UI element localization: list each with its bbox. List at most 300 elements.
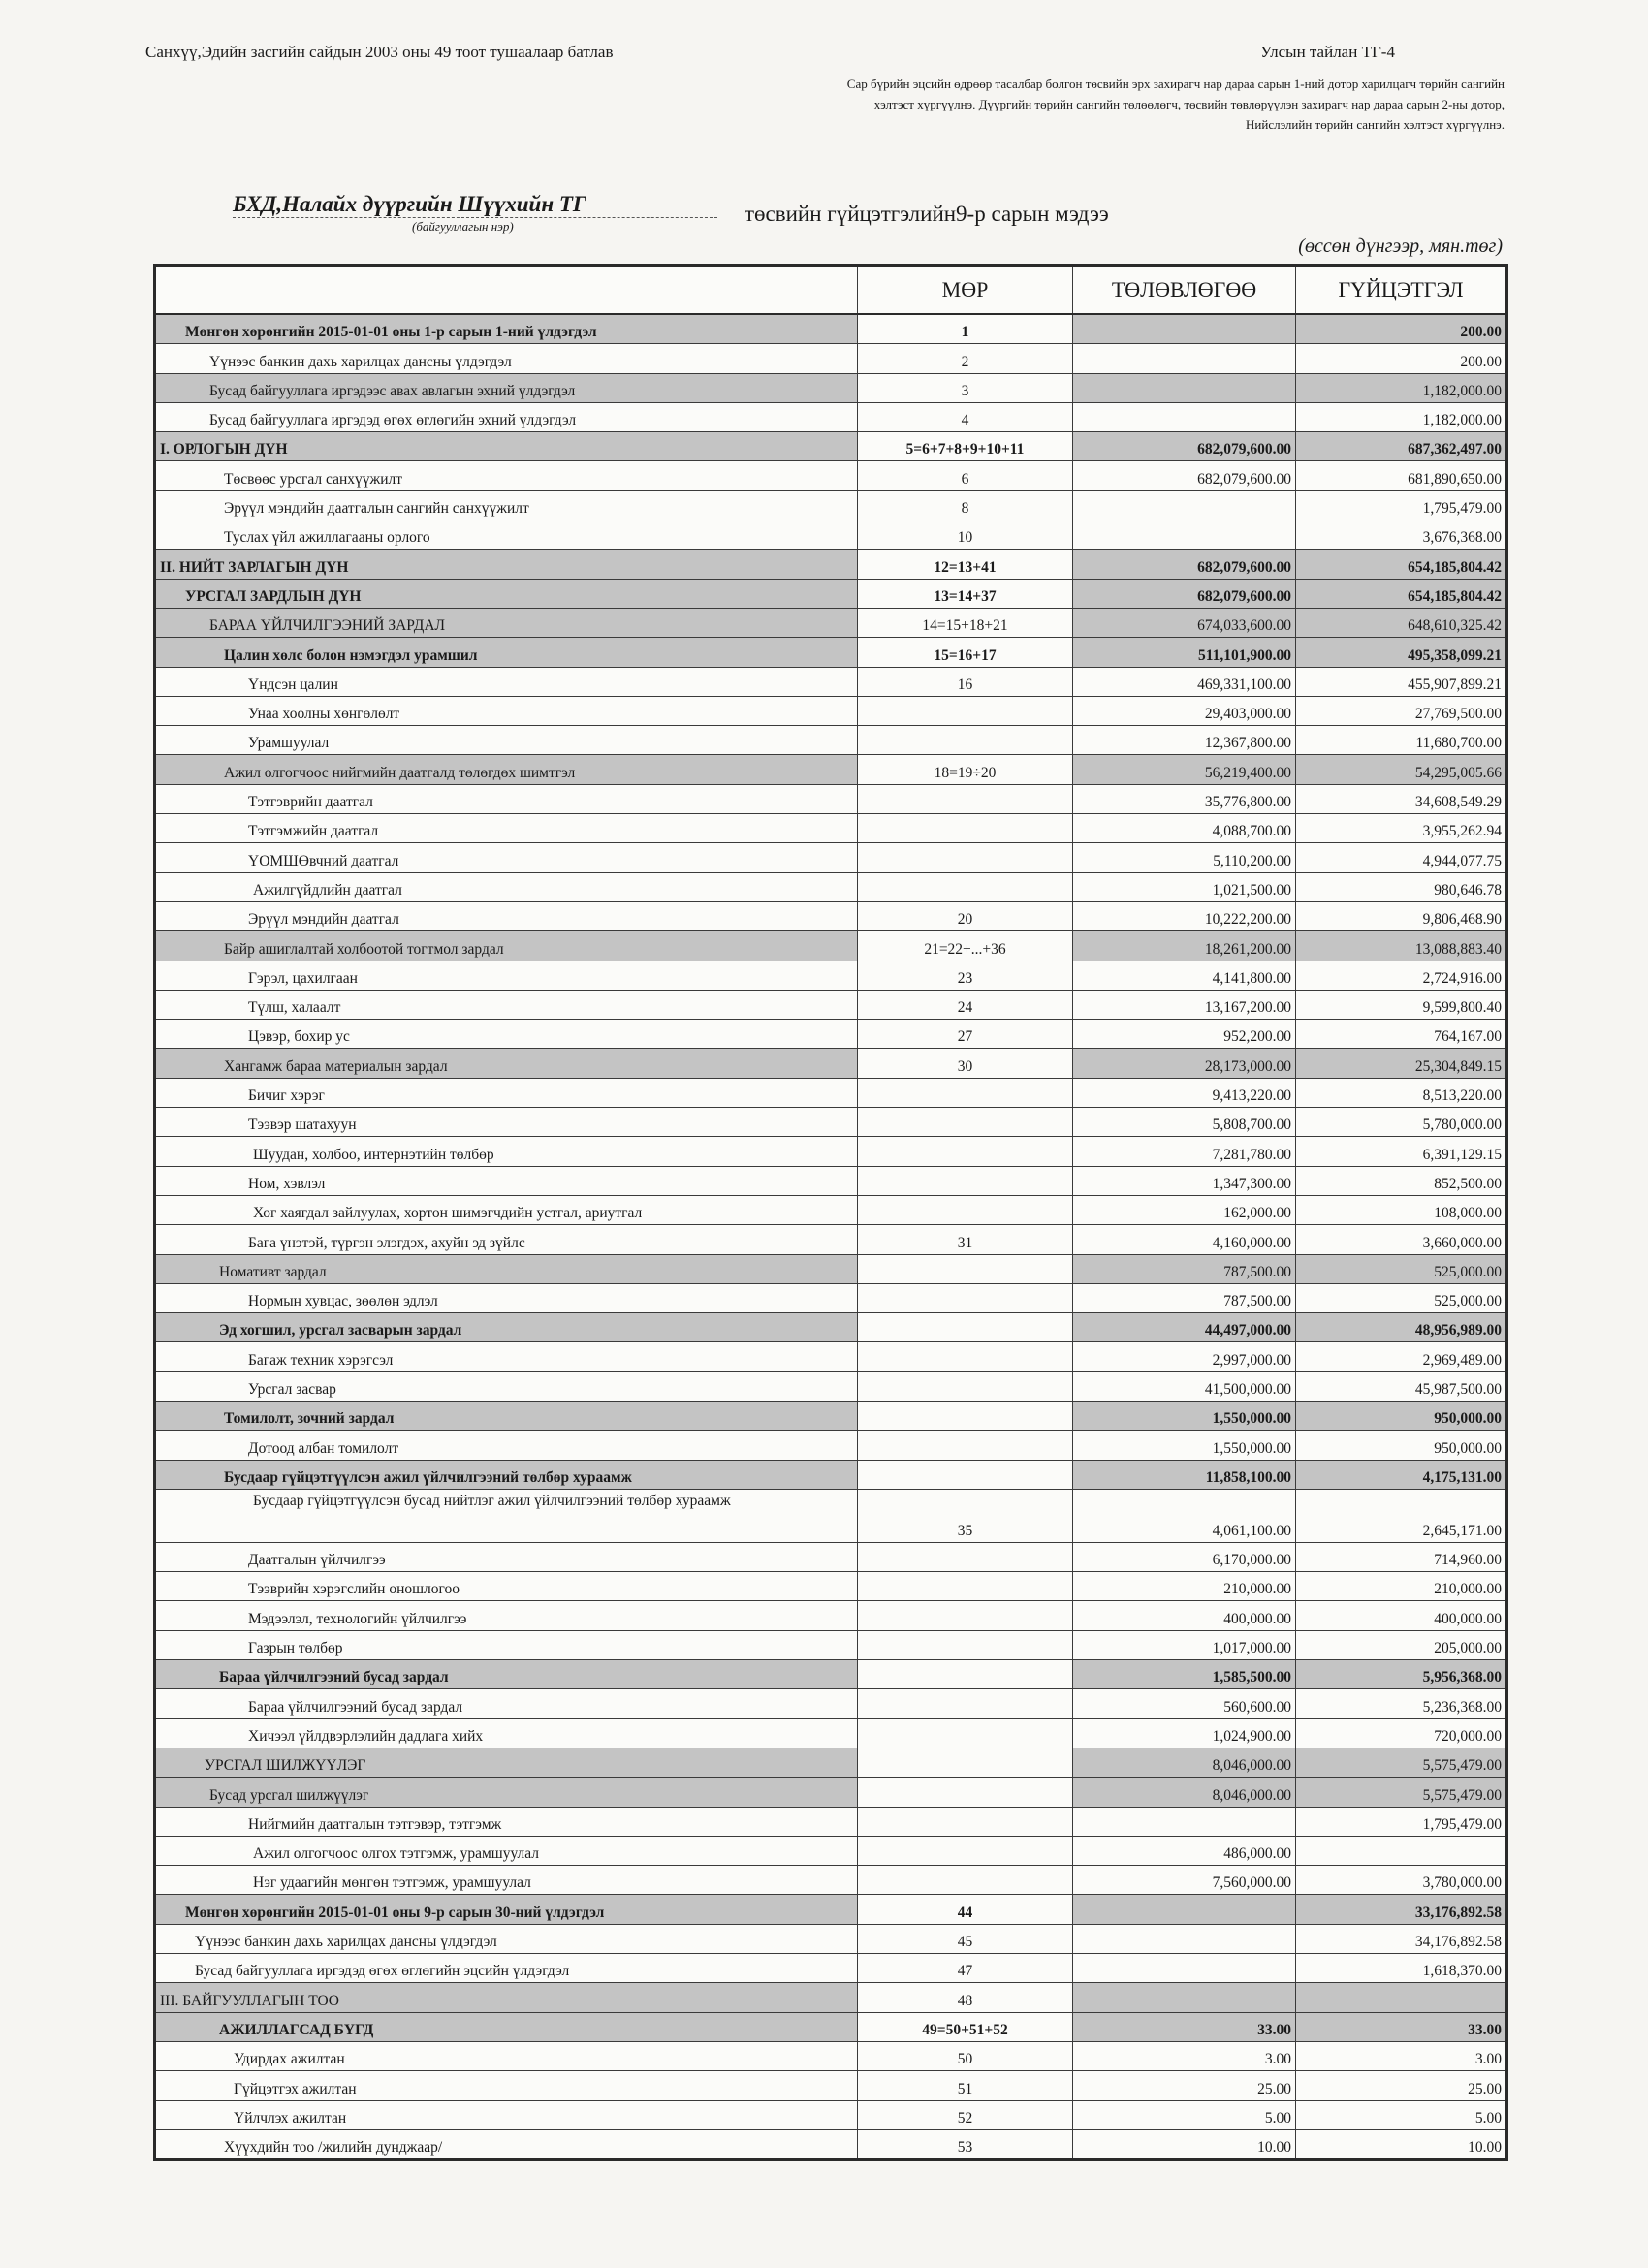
row-plan-value: 11,858,100.00: [1073, 1461, 1296, 1489]
row-code: [858, 726, 1073, 754]
row-label: Тэтгэврийн даатгал: [156, 785, 858, 813]
row-actual-value: 648,610,325.42: [1296, 609, 1505, 637]
row-actual-value: 5,575,479.00: [1296, 1748, 1505, 1777]
row-actual-value: 525,000.00: [1296, 1255, 1505, 1283]
row-label: Бусад урсгал шилжүүлэг: [156, 1778, 858, 1806]
row-code: 31: [858, 1225, 1073, 1253]
organization-caption: (байгууллагын нэр): [412, 219, 514, 234]
row-plan-value: [1073, 1954, 1296, 1982]
row-plan-value: 35,776,800.00: [1073, 785, 1296, 813]
table-row: [156, 1748, 1505, 1778]
budget-table: [153, 264, 1508, 2161]
row-code: [858, 873, 1073, 901]
row-label: Хүүхдийн тоо /жилийн дунджаар/: [156, 2130, 858, 2158]
row-plan-value: [1073, 1895, 1296, 1923]
row-code: 10: [858, 520, 1073, 549]
row-label: Мэдээлэл, технологийн үйлчилгээ: [156, 1601, 858, 1629]
row-code: 45: [858, 1925, 1073, 1953]
row-code: [858, 1313, 1073, 1341]
row-plan-value: 4,088,700.00: [1073, 814, 1296, 842]
table-row: [156, 344, 1505, 373]
row-actual-value: 4,175,131.00: [1296, 1461, 1505, 1489]
row-plan-value: 33.00: [1073, 2013, 1296, 2041]
row-label: Байр ашиглалтай холбоотой тогтмол зардал: [156, 931, 858, 960]
table-row: [156, 315, 1505, 344]
row-label: Бусдаар гүйцэтгүүлсэн бусад нийтлэг ажил үйлчилгээний төлбөр хураамж: [156, 1490, 858, 1542]
row-label: Бага үнэтэй, түргэн элэгдэх, ахуйн эд зүйлс: [156, 1225, 858, 1253]
row-code: 23: [858, 961, 1073, 990]
table-row: [156, 2101, 1505, 2130]
row-code: [858, 1431, 1073, 1459]
row-actual-value: 1,795,479.00: [1422, 1815, 1502, 1833]
row-plan-value: [1073, 520, 1296, 549]
row-plan-value: 787,500.00: [1073, 1284, 1296, 1312]
table-row: [156, 609, 1505, 638]
table-row: [156, 1689, 1505, 1718]
row-actual-value: 5.00: [1474, 2109, 1502, 2126]
row-code: [858, 785, 1073, 813]
row-label: ҮОМШӨвчний даатгал: [156, 843, 858, 871]
table-row: [156, 1490, 1505, 1543]
row-label: Туслах үйл ажиллагааны орлого: [156, 520, 858, 549]
table-row: [156, 1866, 1505, 1895]
row-code: 4: [858, 403, 1073, 431]
row-plan-value: 162,000.00: [1073, 1196, 1296, 1224]
row-code: 14=15+18+21: [858, 609, 1073, 637]
row-code: [858, 1572, 1073, 1600]
row-actual-value: 5,780,000.00: [1422, 1117, 1502, 1134]
header-name: [156, 267, 858, 313]
row-label: Хичээл үйлдвэрлэлийн дадлага хийх: [156, 1719, 858, 1748]
table-row: [156, 755, 1505, 784]
row-actual-value: 2,724,916.00: [1422, 969, 1502, 987]
row-plan-value: 13,167,200.00: [1073, 991, 1296, 1019]
table-row: [156, 1778, 1505, 1807]
row-label: Гэрэл, цахилгаан: [156, 961, 858, 990]
row-actual-value: 2,969,489.00: [1422, 1351, 1502, 1369]
row-plan-value: 5.00: [1073, 2101, 1296, 2129]
row-label: Нэг удаагийн мөнгөн тэтгэмж, урамшуулал: [156, 1866, 858, 1894]
row-plan-value: 7,560,000.00: [1073, 1866, 1296, 1894]
row-plan-value: 400,000.00: [1073, 1601, 1296, 1629]
table-row: [156, 1049, 1505, 1078]
row-actual-value: 720,000.00: [1434, 1727, 1502, 1745]
row-actual-value: 455,907,899.21: [1408, 676, 1502, 693]
row-actual-value: 54,295,005.66: [1296, 755, 1505, 783]
table-row: [156, 1255, 1505, 1284]
row-plan-value: 9,413,220.00: [1073, 1079, 1296, 1107]
row-actual-value: 45,987,500.00: [1414, 1380, 1502, 1398]
row-plan-value: 1,585,500.00: [1073, 1660, 1296, 1688]
row-plan-value: 674,033,600.00: [1073, 609, 1296, 637]
row-actual-value: [1296, 1837, 1505, 1865]
row-actual-value: 27,769,500.00: [1414, 706, 1502, 723]
row-code: 47: [858, 1954, 1073, 1982]
row-code: [858, 1689, 1073, 1717]
row-actual-value: 495,358,099.21: [1296, 638, 1505, 666]
row-actual-value: [1296, 1983, 1505, 2011]
table-row: [156, 1167, 1505, 1196]
table-row: [156, 2071, 1505, 2100]
row-plan-value: 7,281,780.00: [1073, 1137, 1296, 1165]
row-plan-value: 682,079,600.00: [1073, 461, 1296, 489]
row-label: Удирдах ажилтан: [156, 2042, 858, 2070]
table-row: [156, 843, 1505, 872]
row-label: Төсвөөс урсгал санхүүжилт: [156, 461, 858, 489]
row-code: [858, 1808, 1073, 1836]
row-plan-value: [1073, 315, 1296, 343]
row-label: Хангамж бараа материалын зардал: [156, 1049, 858, 1077]
row-label: АЖИЛЛАГСАД БҮГД: [156, 2013, 858, 2041]
row-plan-value: 8,046,000.00: [1073, 1778, 1296, 1806]
row-plan-value: 25.00: [1073, 2071, 1296, 2099]
row-code: [858, 1196, 1073, 1224]
table-row: [156, 1660, 1505, 1689]
row-label: Эрүүл мэндийн даатгалын сангийн санхүүжилт: [156, 491, 858, 520]
row-code: [858, 843, 1073, 871]
row-label: Бусдаар гүйцэтгүүлсэн ажил үйлчилгээний төлбөр хураамж: [156, 1461, 858, 1489]
row-label: III. БАЙГУУЛЛАГЫН ТОО: [156, 1983, 858, 2011]
row-plan-value: 469,331,100.00: [1073, 668, 1296, 696]
organization-name: БХД,Налайх дүүргийн Шүүхийн ТГ: [233, 192, 717, 218]
row-code: [858, 1866, 1073, 1894]
row-actual-value: 33.00: [1296, 2013, 1505, 2041]
row-code: [858, 1342, 1073, 1370]
row-plan-value: 29,403,000.00: [1073, 697, 1296, 725]
row-code: 20: [858, 902, 1073, 930]
row-label: Номативт зардал: [156, 1255, 858, 1283]
table-header: [156, 267, 1505, 315]
table-row: [156, 1925, 1505, 1954]
row-label: Мөнгөн хөрөнгийн 2015-01-01 оны 9-р сарын 30-ний үлдэгдэл: [156, 1895, 858, 1923]
row-label: Урсгал засвар: [156, 1372, 858, 1401]
row-plan-value: 5,808,700.00: [1073, 1108, 1296, 1136]
table-row: [156, 902, 1505, 931]
table-row: [156, 726, 1505, 755]
row-plan-value: 1,017,000.00: [1073, 1631, 1296, 1659]
row-code: 50: [858, 2042, 1073, 2070]
table-row: [156, 1108, 1505, 1137]
row-actual-value: 3,660,000.00: [1422, 1234, 1502, 1251]
row-actual-value: 1,795,479.00: [1422, 500, 1502, 518]
row-actual-value: 205,000.00: [1434, 1640, 1502, 1657]
row-label: Тээврийн хэрэгслийн оношлогоо: [156, 1572, 858, 1600]
row-plan-value: 1,550,000.00: [1073, 1431, 1296, 1459]
row-actual-value: 1,182,000.00: [1422, 412, 1502, 429]
row-code: 18=19÷20: [858, 755, 1073, 783]
table-row: [156, 814, 1505, 843]
row-actual-value: 200.00: [1296, 315, 1505, 343]
table-row: [156, 638, 1505, 667]
row-actual-value: 8,513,220.00: [1422, 1087, 1502, 1105]
row-actual-value: 852,500.00: [1434, 1175, 1502, 1192]
row-label: Үндсэн цалин: [156, 668, 858, 696]
row-plan-value: 1,021,500.00: [1073, 873, 1296, 901]
row-plan-value: 952,200.00: [1073, 1020, 1296, 1048]
row-code: 24: [858, 991, 1073, 1019]
submission-instruction: Сар бүрийн эцсийн өдрөөр тасалбар болгон төсвийн эрх захирагч нар дараа сарын 1-ний дотор харилцагч төрийн сангийн хэлтэст хүргүүлнэ. Дүүргийн төрийн сангийн төлөөлөгч, төсвийн төвлөрүүлэн захирагч нар дараа сарын 2-ны дотор, Нийслэлийн төрийн сангийн хэлтэст хүргүүлнэ.: [846, 77, 1505, 132]
approval-note: Санхүү,Эдийн засгийн сайдын 2003 оны 49 тоот тушаалаар батлав: [145, 43, 614, 61]
row-label: Бараа үйлчилгээний бусад зардал: [156, 1660, 858, 1688]
row-code: [858, 1461, 1073, 1489]
row-plan-value: 682,079,600.00: [1073, 432, 1296, 460]
row-plan-value: 210,000.00: [1073, 1572, 1296, 1600]
row-label: Хог хаягдал зайлуулах, хортон шимэгчдийн устгал, ариутгал: [156, 1196, 858, 1224]
table-row: [156, 1601, 1505, 1630]
row-code: 2: [858, 344, 1073, 372]
row-plan-value: 787,500.00: [1073, 1255, 1296, 1283]
row-plan-value: 682,079,600.00: [1073, 580, 1296, 608]
row-actual-value: 654,185,804.42: [1296, 550, 1505, 578]
table-row: [156, 785, 1505, 814]
row-code: [858, 1255, 1073, 1283]
row-plan-value: 1,024,900.00: [1073, 1719, 1296, 1748]
row-code: 35: [858, 1490, 1073, 1542]
row-plan-value: 8,046,000.00: [1073, 1748, 1296, 1777]
table-body: [156, 315, 1505, 2158]
table-row: [156, 1719, 1505, 1748]
row-actual-value: 4,944,077.75: [1422, 852, 1502, 869]
row-plan-value: [1073, 491, 1296, 520]
row-plan-value: [1073, 1925, 1296, 1953]
row-label: Ажил олгогчоос нийгмийн даатгалд төлөгдөх шимтгэл: [156, 755, 858, 783]
table-row: [156, 2042, 1505, 2071]
header-actual: ГҮЙЦЭТГЭЛ: [1338, 277, 1464, 301]
row-code: 5=6+7+8+9+10+11: [858, 432, 1073, 460]
row-plan-value: 6,170,000.00: [1073, 1543, 1296, 1571]
row-actual-value: 950,000.00: [1296, 1402, 1505, 1430]
row-code: 52: [858, 2101, 1073, 2129]
row-plan-value: 3.00: [1073, 2042, 1296, 2070]
row-label: Цэвэр, бохир ус: [156, 1020, 858, 1048]
row-actual-value: 48,956,989.00: [1296, 1313, 1505, 1341]
unit-note: (өссөн дүнгээр, мян.төг): [1298, 236, 1503, 257]
table-row: [156, 1543, 1505, 1572]
row-label: УРСГАЛ ШИЛЖҮҮЛЭГ: [156, 1748, 858, 1777]
row-label: Бараа үйлчилгээний бусад зардал: [156, 1689, 858, 1717]
row-label: Нийгмийн даатгалын тэтгэвэр, тэтгэмж: [156, 1808, 858, 1836]
row-plan-value: 511,101,900.00: [1073, 638, 1296, 666]
row-label: Ажил олгогчоос олгох тэтгэмж, урамшуулал: [156, 1837, 858, 1865]
table-row: [156, 432, 1505, 461]
row-label: Үйлчлэх ажилтан: [156, 2101, 858, 2129]
table-row: [156, 580, 1505, 609]
row-code: [858, 1284, 1073, 1312]
row-plan-value: 1,550,000.00: [1073, 1402, 1296, 1430]
table-row: [156, 961, 1505, 991]
table-row: [156, 1983, 1505, 2012]
row-plan-value: 4,160,000.00: [1073, 1225, 1296, 1253]
row-label: Түлш, халаалт: [156, 991, 858, 1019]
header-code: МӨР: [858, 267, 1073, 313]
row-plan-value: [1073, 374, 1296, 402]
row-label: Ажилгүйдлийн даатгал: [156, 873, 858, 901]
table-row: [156, 1402, 1505, 1431]
row-plan-value: 56,219,400.00: [1073, 755, 1296, 783]
row-label: Унаа хоолны хөнгөлөлт: [156, 697, 858, 725]
row-code: [858, 1660, 1073, 1688]
table-row: [156, 1020, 1505, 1049]
table-row: [156, 1895, 1505, 1924]
row-plan-value: [1073, 403, 1296, 431]
row-label: Эрүүл мэндийн даатгал: [156, 902, 858, 930]
row-actual-value: 2,645,171.00: [1422, 1522, 1502, 1539]
row-code: 3: [858, 374, 1073, 402]
row-label: Бичиг хэрэг: [156, 1079, 858, 1107]
row-actual-value: 681,890,650.00: [1408, 470, 1502, 488]
row-code: 12=13+41: [858, 550, 1073, 578]
row-code: [858, 1402, 1073, 1430]
table-row: [156, 1808, 1505, 1837]
row-code: [858, 1719, 1073, 1748]
row-plan-value: [1073, 1983, 1296, 2011]
form-code: Улсын тайлан ТГ-4: [1260, 43, 1395, 61]
row-code: 21=22+...+36: [858, 931, 1073, 960]
row-actual-value: 1,618,370.00: [1422, 1963, 1502, 1980]
table-row: [156, 991, 1505, 1020]
row-label: Шуудан, холбоо, интернэтийн төлбөр: [156, 1137, 858, 1165]
row-plan-value: 4,141,800.00: [1073, 961, 1296, 990]
row-actual-value: 9,806,468.90: [1422, 911, 1502, 929]
row-actual-value: 33,176,892.58: [1296, 1895, 1505, 1923]
table-row: [156, 1225, 1505, 1254]
row-actual-value: 525,000.00: [1434, 1293, 1502, 1310]
table-row: [156, 1572, 1505, 1601]
table-row: [156, 491, 1505, 520]
row-code: 51: [858, 2071, 1073, 2099]
row-plan-value: 44,497,000.00: [1073, 1313, 1296, 1341]
row-plan-value: [1073, 344, 1296, 372]
table-row: [156, 1461, 1505, 1490]
row-code: 49=50+51+52: [858, 2013, 1073, 2041]
table-row: [156, 1313, 1505, 1342]
table-row: [156, 1079, 1505, 1108]
table-row: [156, 550, 1505, 579]
row-actual-value: 11,680,700.00: [1415, 735, 1502, 752]
row-code: 27: [858, 1020, 1073, 1048]
row-plan-value: 28,173,000.00: [1073, 1049, 1296, 1077]
table-row: [156, 873, 1505, 902]
row-label: Нормын хувцас, зөөлөн эдлэл: [156, 1284, 858, 1312]
row-actual-value: 34,176,892.58: [1414, 1934, 1502, 1951]
row-label: Бусад байгууллага иргэдээс авах авлагын эхний үлдэгдэл: [156, 374, 858, 402]
row-actual-value: 10.00: [1468, 2139, 1502, 2157]
row-code: [858, 697, 1073, 725]
row-label: Эд хогшил, урсгал засварын зардал: [156, 1313, 858, 1341]
row-label: Ном, хэвлэл: [156, 1167, 858, 1195]
row-plan-value: 10.00: [1073, 2130, 1296, 2158]
row-actual-value: 34,608,549.29: [1414, 794, 1502, 811]
row-plan-value: 682,079,600.00: [1073, 550, 1296, 578]
table-row: [156, 2130, 1505, 2158]
table-row: [156, 461, 1505, 490]
table-row: [156, 374, 1505, 403]
row-actual-value: 687,362,497.00: [1296, 432, 1505, 460]
row-label: Үүнээс банкин дахь харилцах дансны үлдэгдэл: [156, 344, 858, 372]
row-plan-value: 18,261,200.00: [1073, 931, 1296, 960]
table-row: [156, 1342, 1505, 1371]
row-label: Урамшуулал: [156, 726, 858, 754]
row-plan-value: 10,222,200.00: [1073, 902, 1296, 930]
row-code: [858, 1108, 1073, 1136]
row-actual-value: 5,236,368.00: [1422, 1698, 1502, 1716]
row-plan-value: 5,110,200.00: [1073, 843, 1296, 871]
table-row: [156, 697, 1505, 726]
row-actual-value: 13,088,883.40: [1296, 931, 1505, 960]
row-code: [858, 1601, 1073, 1629]
row-code: [858, 1372, 1073, 1401]
row-actual-value: 764,167.00: [1434, 1028, 1502, 1046]
row-label: Тээвэр шатахуун: [156, 1108, 858, 1136]
row-actual-value: 210,000.00: [1434, 1581, 1502, 1598]
row-label: II. НИЙТ ЗАРЛАГЫН ДҮН: [156, 550, 858, 578]
row-actual-value: 400,000.00: [1434, 1610, 1502, 1627]
table-row: [156, 1954, 1505, 1983]
row-code: 13=14+37: [858, 580, 1073, 608]
row-plan-value: 2,997,000.00: [1073, 1342, 1296, 1370]
row-code: [858, 1137, 1073, 1165]
table-row: [156, 1284, 1505, 1313]
row-label: Үүнээс банкин дахь харилцах дансны үлдэгдэл: [156, 1925, 858, 1953]
row-label: Томилолт, зочний зардал: [156, 1402, 858, 1430]
row-actual-value: 980,646.78: [1434, 881, 1502, 898]
table-row: [156, 668, 1505, 697]
row-plan-value: 4,061,100.00: [1073, 1490, 1296, 1542]
row-code: 1: [858, 315, 1073, 343]
table-row: [156, 1372, 1505, 1402]
row-label: Дотоод албан томилолт: [156, 1431, 858, 1459]
row-code: 53: [858, 2130, 1073, 2158]
row-actual-value: 9,599,800.40: [1422, 999, 1502, 1017]
table-row: [156, 1431, 1505, 1460]
row-code: 48: [858, 1983, 1073, 2011]
row-actual-value: 654,185,804.42: [1296, 580, 1505, 608]
table-row: [156, 520, 1505, 550]
row-actual-value: 3,676,368.00: [1422, 529, 1502, 547]
row-actual-value: 3,955,262.94: [1422, 823, 1502, 840]
row-label: Цалин хөлс болон нэмэгдэл урамшил: [156, 638, 858, 666]
row-label: Бусад байгууллага иргэдэд өгөх өглөгийн эцсийн үлдэгдэл: [156, 1954, 858, 1982]
table-row: [156, 403, 1505, 432]
row-code: [858, 1631, 1073, 1659]
row-code: [858, 1167, 1073, 1195]
row-code: [858, 814, 1073, 842]
row-label: Бусад байгууллага иргэдэд өгөх өглөгийн эхний үлдэгдэл: [156, 403, 858, 431]
row-code: 44: [858, 1895, 1073, 1923]
row-actual-value: 5,575,479.00: [1296, 1778, 1505, 1806]
row-plan-value: 12,367,800.00: [1073, 726, 1296, 754]
row-actual-value: 200.00: [1460, 353, 1502, 370]
table-row: [156, 1631, 1505, 1660]
row-code: [858, 1778, 1073, 1806]
row-label: Мөнгөн хөрөнгийн 2015-01-01 оны 1-р сарын 1-ний үлдэгдэл: [156, 315, 858, 343]
row-code: [858, 1748, 1073, 1777]
row-label: Багаж техник хэрэгсэл: [156, 1342, 858, 1370]
row-code: [858, 1837, 1073, 1865]
row-plan-value: 560,600.00: [1073, 1689, 1296, 1717]
row-code: 6: [858, 461, 1073, 489]
row-code: 8: [858, 491, 1073, 520]
header-plan: ТӨЛӨВЛӨГӨӨ: [1073, 267, 1296, 313]
table-row: [156, 1196, 1505, 1225]
row-actual-value: 3,780,000.00: [1422, 1874, 1502, 1892]
table-row: [156, 1137, 1505, 1166]
row-actual-value: 714,960.00: [1434, 1552, 1502, 1569]
row-actual-value: 3.00: [1474, 2051, 1502, 2068]
row-actual-value: 6,391,129.15: [1422, 1146, 1502, 1163]
report-title: төсвийн гүйцэтгэлийн9-р сарын мэдээ: [745, 202, 1109, 226]
row-code: [858, 1079, 1073, 1107]
